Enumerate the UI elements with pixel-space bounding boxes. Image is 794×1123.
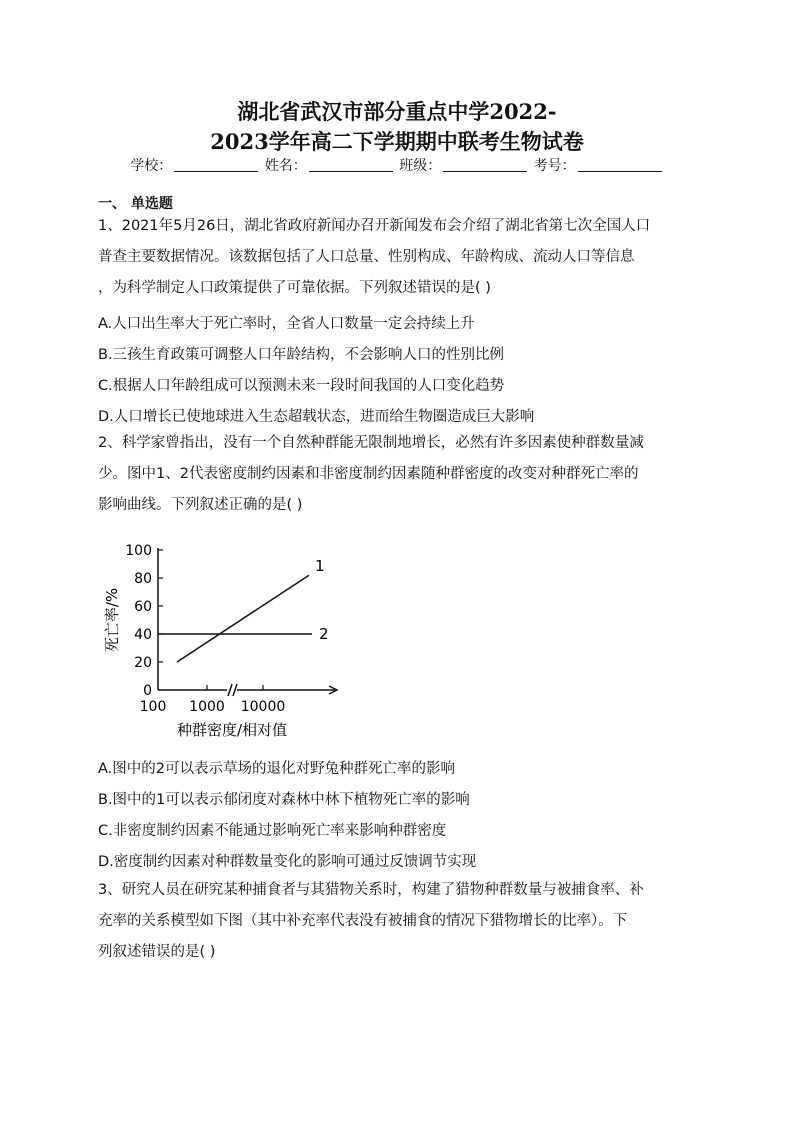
question-2-line: 2、科学家曾指出，没有一个自然种群能无限制地增长，必然有许多因素使种群数量减 bbox=[98, 435, 644, 451]
question-1-line: ，为科学制定人口政策提供了可靠依据。下列叙述错误的是( ) bbox=[98, 280, 491, 296]
question-1-line: 1、2021年5月26日，湖北省政府新闻办召开新闻发布会介绍了湖北省第七次全国人口 bbox=[98, 218, 651, 234]
x-tick-label: 10000 bbox=[240, 699, 286, 715]
y-tick-label: 20 bbox=[134, 655, 152, 671]
question-3-line: 列叙述错误的是( ) bbox=[98, 944, 216, 960]
y-tick-label: 80 bbox=[134, 571, 152, 587]
school-label: 学校： bbox=[130, 158, 173, 174]
name-label: 姓名： bbox=[264, 158, 307, 174]
question-1-option-d: D.人口增长已使地球进入生态超载状态，进而给生物圈造成巨大影响 bbox=[98, 409, 535, 425]
section-heading: 一、 单选题 bbox=[98, 196, 173, 212]
question-3-line: 充率的关系模型如下图（其中补充率代表没有被捕食的情况下猎物增长的比率）。下 bbox=[98, 913, 628, 929]
series-2-label: 2 bbox=[319, 625, 329, 643]
series-1-line bbox=[177, 575, 309, 662]
student-info-row bbox=[0, 155, 794, 175]
exam-number-field[interactable] bbox=[578, 157, 662, 172]
question-2-option-b: B.图中的1可以表示郁闭度对森林中林下植物死亡率的影响 bbox=[98, 792, 470, 808]
question-2-option-c: C.非密度制约因素不能通过影响死亡率来影响种群密度 bbox=[98, 823, 447, 839]
y-tick-label: 100 bbox=[125, 543, 152, 559]
class-field[interactable] bbox=[443, 157, 527, 172]
question-1-option-c: C.根据人口年龄组成可以预测未来一段时间我国的人口变化趋势 bbox=[98, 378, 505, 394]
question-1-option-a: A.人口出生率大于死亡率时，全省人口数量一定会持续上升 bbox=[98, 316, 475, 332]
x-axis-label: 种群密度/相对值 bbox=[176, 721, 288, 739]
question-2-line: 影响曲线。下列叙述正确的是( ) bbox=[98, 497, 303, 513]
question-2-line: 少。图中1、2代表密度制约因素和非密度制约因素随种群密度的改变对种群死亡率的 bbox=[98, 466, 639, 482]
chart-axes bbox=[158, 548, 337, 696]
y-axis-label: 死亡率/% bbox=[103, 587, 121, 653]
question-2-stem bbox=[98, 428, 698, 521]
name-field[interactable] bbox=[309, 157, 393, 172]
school-field[interactable] bbox=[174, 157, 258, 172]
question-2-option-a: A.图中的2可以表示草场的退化对野兔种群死亡率的影响 bbox=[98, 761, 455, 777]
question-1-line: 普查主要数据情况。该数据包括了人口总量、性别构成、年龄构成、流动人口等信息 bbox=[98, 249, 635, 265]
exam-title-line2: 2023学年高二下学期期中联考生物试卷 bbox=[210, 129, 584, 154]
question-1-option-b: B.三孩生育政策可调整人口年龄结构，不会影响人口的性别比例 bbox=[98, 347, 505, 363]
question-3-stem bbox=[98, 875, 698, 968]
x-tick-label: 1000 bbox=[189, 699, 225, 715]
question-2-option-d: D.密度制约因素对种群数量变化的影响可通过反馈调节实现 bbox=[98, 854, 477, 870]
axis-break-mark bbox=[233, 684, 237, 696]
y-tick-label: 0 bbox=[143, 683, 152, 699]
mortality-density-chart bbox=[95, 532, 355, 744]
chart-series bbox=[158, 557, 329, 662]
y-tick-label: 40 bbox=[134, 627, 152, 643]
class-label: 班级： bbox=[399, 158, 442, 174]
series-1-label: 1 bbox=[315, 557, 325, 576]
y-tick-label: 60 bbox=[134, 599, 152, 615]
axis-break-mark bbox=[228, 684, 232, 696]
exam-number-label: 考号： bbox=[533, 158, 576, 174]
question-3-line: 3、研究人员在研究某种捕食者与其猎物关系时，构建了猎物种群数量与被捕食率、补 bbox=[98, 882, 644, 898]
question-1-stem bbox=[98, 211, 698, 304]
exam-title-line1: 湖北省武汉市部分重点中学2022- bbox=[237, 99, 557, 124]
x-tick-label: 100 bbox=[139, 699, 167, 715]
